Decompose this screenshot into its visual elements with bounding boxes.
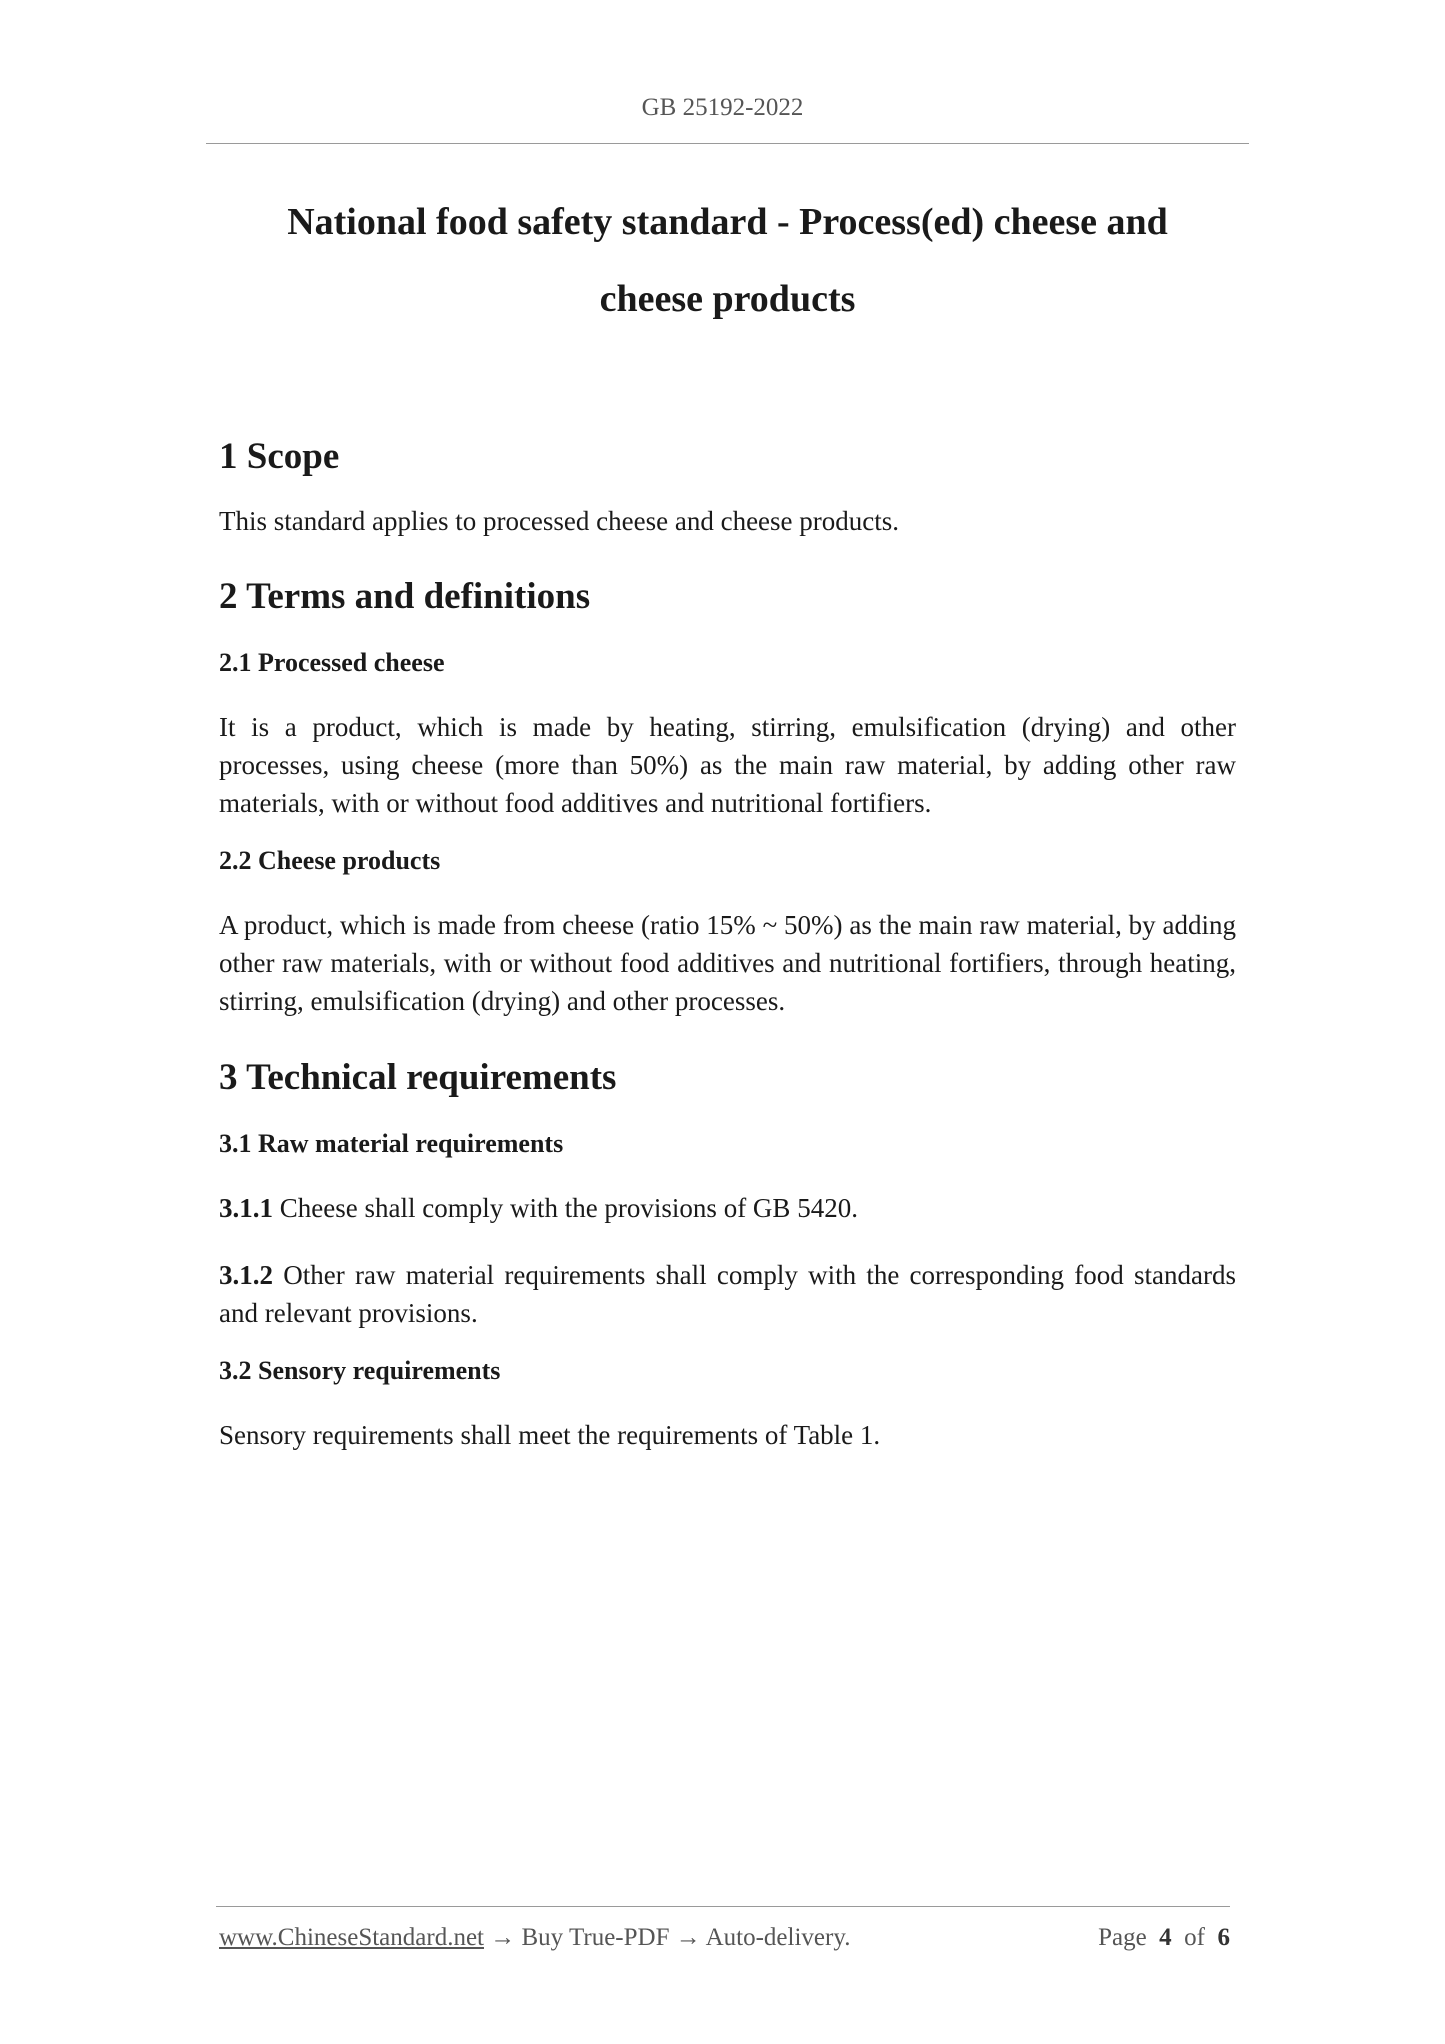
document-body: [219, 430, 1236, 1454]
website-link[interactable]: www.ChineseStandard.net: [219, 1924, 484, 1951]
page-total: 6: [1217, 1924, 1230, 1951]
section-3-2-heading: 3.2 Sensory requirements: [219, 1356, 501, 1385]
clause-3-1-2-number: 3.1.2: [219, 1260, 273, 1290]
title-line-2: cheese products: [599, 278, 856, 320]
section-1-heading: 1 Scope: [219, 436, 340, 477]
clause-3-1-1-number: 3.1.1: [219, 1193, 273, 1223]
section-2-heading: 2 Terms and definitions: [219, 576, 591, 617]
section-2-2-heading: 2.2 Cheese products: [219, 846, 441, 875]
section-3-heading: 3 Technical requirements: [219, 1057, 617, 1098]
section-2-1-text: It is a product, which is made by heating, stirring, emulsification (drying) and other processes, using cheese (more than 50%) as the main raw material, by adding other raw materials, with or without food additives and nutritional fortifiers.: [219, 712, 1236, 818]
section-3-2-text: Sensory requirements shall meet the requirements of Table 1.: [219, 1420, 881, 1450]
footer-promo-text: → Buy True-PDF → Auto-delivery.: [484, 1924, 851, 1951]
page-indicator: [1098, 1924, 1230, 1952]
header-divider: [206, 143, 1249, 144]
document-title: [206, 184, 1249, 338]
footer-promo: [219, 1924, 850, 1952]
page-footer: [219, 1924, 1230, 1952]
section-3-1-1-text: [219, 1189, 1236, 1227]
clause-3-1-1-body: Cheese shall comply with the provisions of GB 5420.: [273, 1193, 858, 1223]
clause-3-1-2-body: Other raw material requirements shall comply with the corresponding food standards and relevant provisions.: [219, 1260, 1236, 1328]
section-3-1-heading: 3.1 Raw material requirements: [219, 1129, 564, 1158]
footer-divider: [216, 1906, 1230, 1907]
page-label: Page: [1098, 1924, 1147, 1951]
section-2-2-text: A product, which is made from cheese (ratio 15% ~ 50%) as the main raw material, by adding other raw materials, with or without food additives and nutritional fortifiers, through heating, stirring, emulsification (drying) and other processes.: [219, 910, 1236, 1016]
header-standard-code: GB 25192-2022: [641, 94, 804, 121]
section-2-1-heading: 2.1 Processed cheese: [219, 648, 445, 677]
section-3-1-2-text: [219, 1256, 1236, 1332]
page-of-label: of: [1184, 1924, 1205, 1951]
title-line-1: National food safety standard - Process(ed) cheese and: [287, 201, 1168, 243]
section-1-text: This standard applies to processed cheese and cheese products.: [219, 506, 900, 536]
page-current: 4: [1159, 1924, 1172, 1951]
